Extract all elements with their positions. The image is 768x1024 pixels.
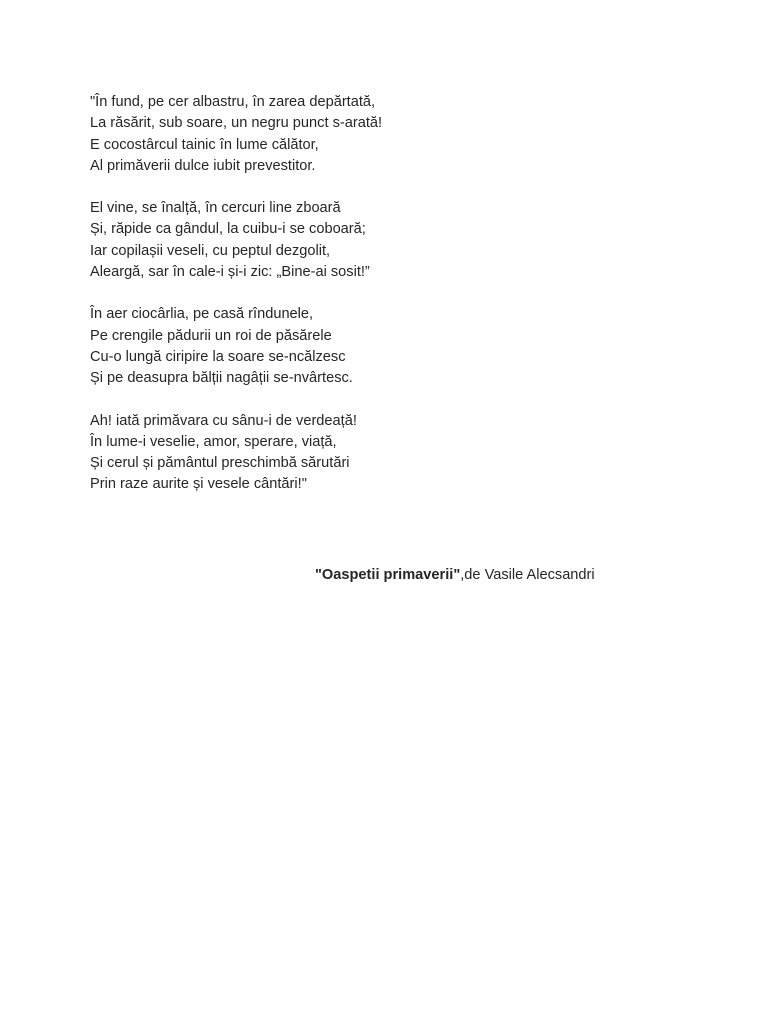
poem-line: El vine, se înalță, în cercuri line zboară <box>90 200 341 217</box>
poem-title: "Oaspetii primaverii" <box>315 567 461 583</box>
stanza-3 <box>90 304 690 389</box>
stanza-2 <box>90 198 690 283</box>
poem-body <box>90 92 690 517</box>
poem-line: Aleargă, sar în cale-i și-i zic: „Bine-ai sosit!” <box>90 264 370 281</box>
poem-line: În aer ciocârlia, pe casă rîndunele, <box>90 306 314 323</box>
stanza-4 <box>90 411 690 496</box>
poem-line: Prin raze aurite și vesele cântări!" <box>90 476 307 493</box>
poem-line: Iar copilașii veseli, cu peptul dezgolit, <box>90 242 331 259</box>
poem-author: ,de Vasile Alecsandri <box>460 567 595 583</box>
poem-line: Cu-o lungă ciripire la soare se-ncălzesc <box>90 348 346 365</box>
poem-line: Pe crengile pădurii un roi de păsărele <box>90 327 332 344</box>
stanza-1 <box>90 92 690 177</box>
poem-line: Și, răpide ca gândul, la cuibu-i se coboară; <box>90 221 366 238</box>
poem-line: Și pe deasupra bălții nagâții se-nvârtesc. <box>90 370 353 387</box>
poem-line: În lume-i veselie, amor, sperare, viață, <box>90 433 337 450</box>
poem-line: La răsărit, sub soare, un negru punct s-arată! <box>90 115 383 132</box>
poem-line: "În fund, pe cer albastru, în zarea depărtată, <box>90 94 376 110</box>
poem-line: Și cerul și pământul preschimbă sărutări <box>90 455 350 472</box>
poem-line: Ah! iată primăvara cu sânu-i de verdeață! <box>90 412 357 429</box>
poem-attribution <box>315 565 595 586</box>
poem-line: E cocostârcul tainic în lume călător, <box>90 136 319 153</box>
poem-line: Al primăverii dulce iubit prevestitor. <box>90 157 316 174</box>
